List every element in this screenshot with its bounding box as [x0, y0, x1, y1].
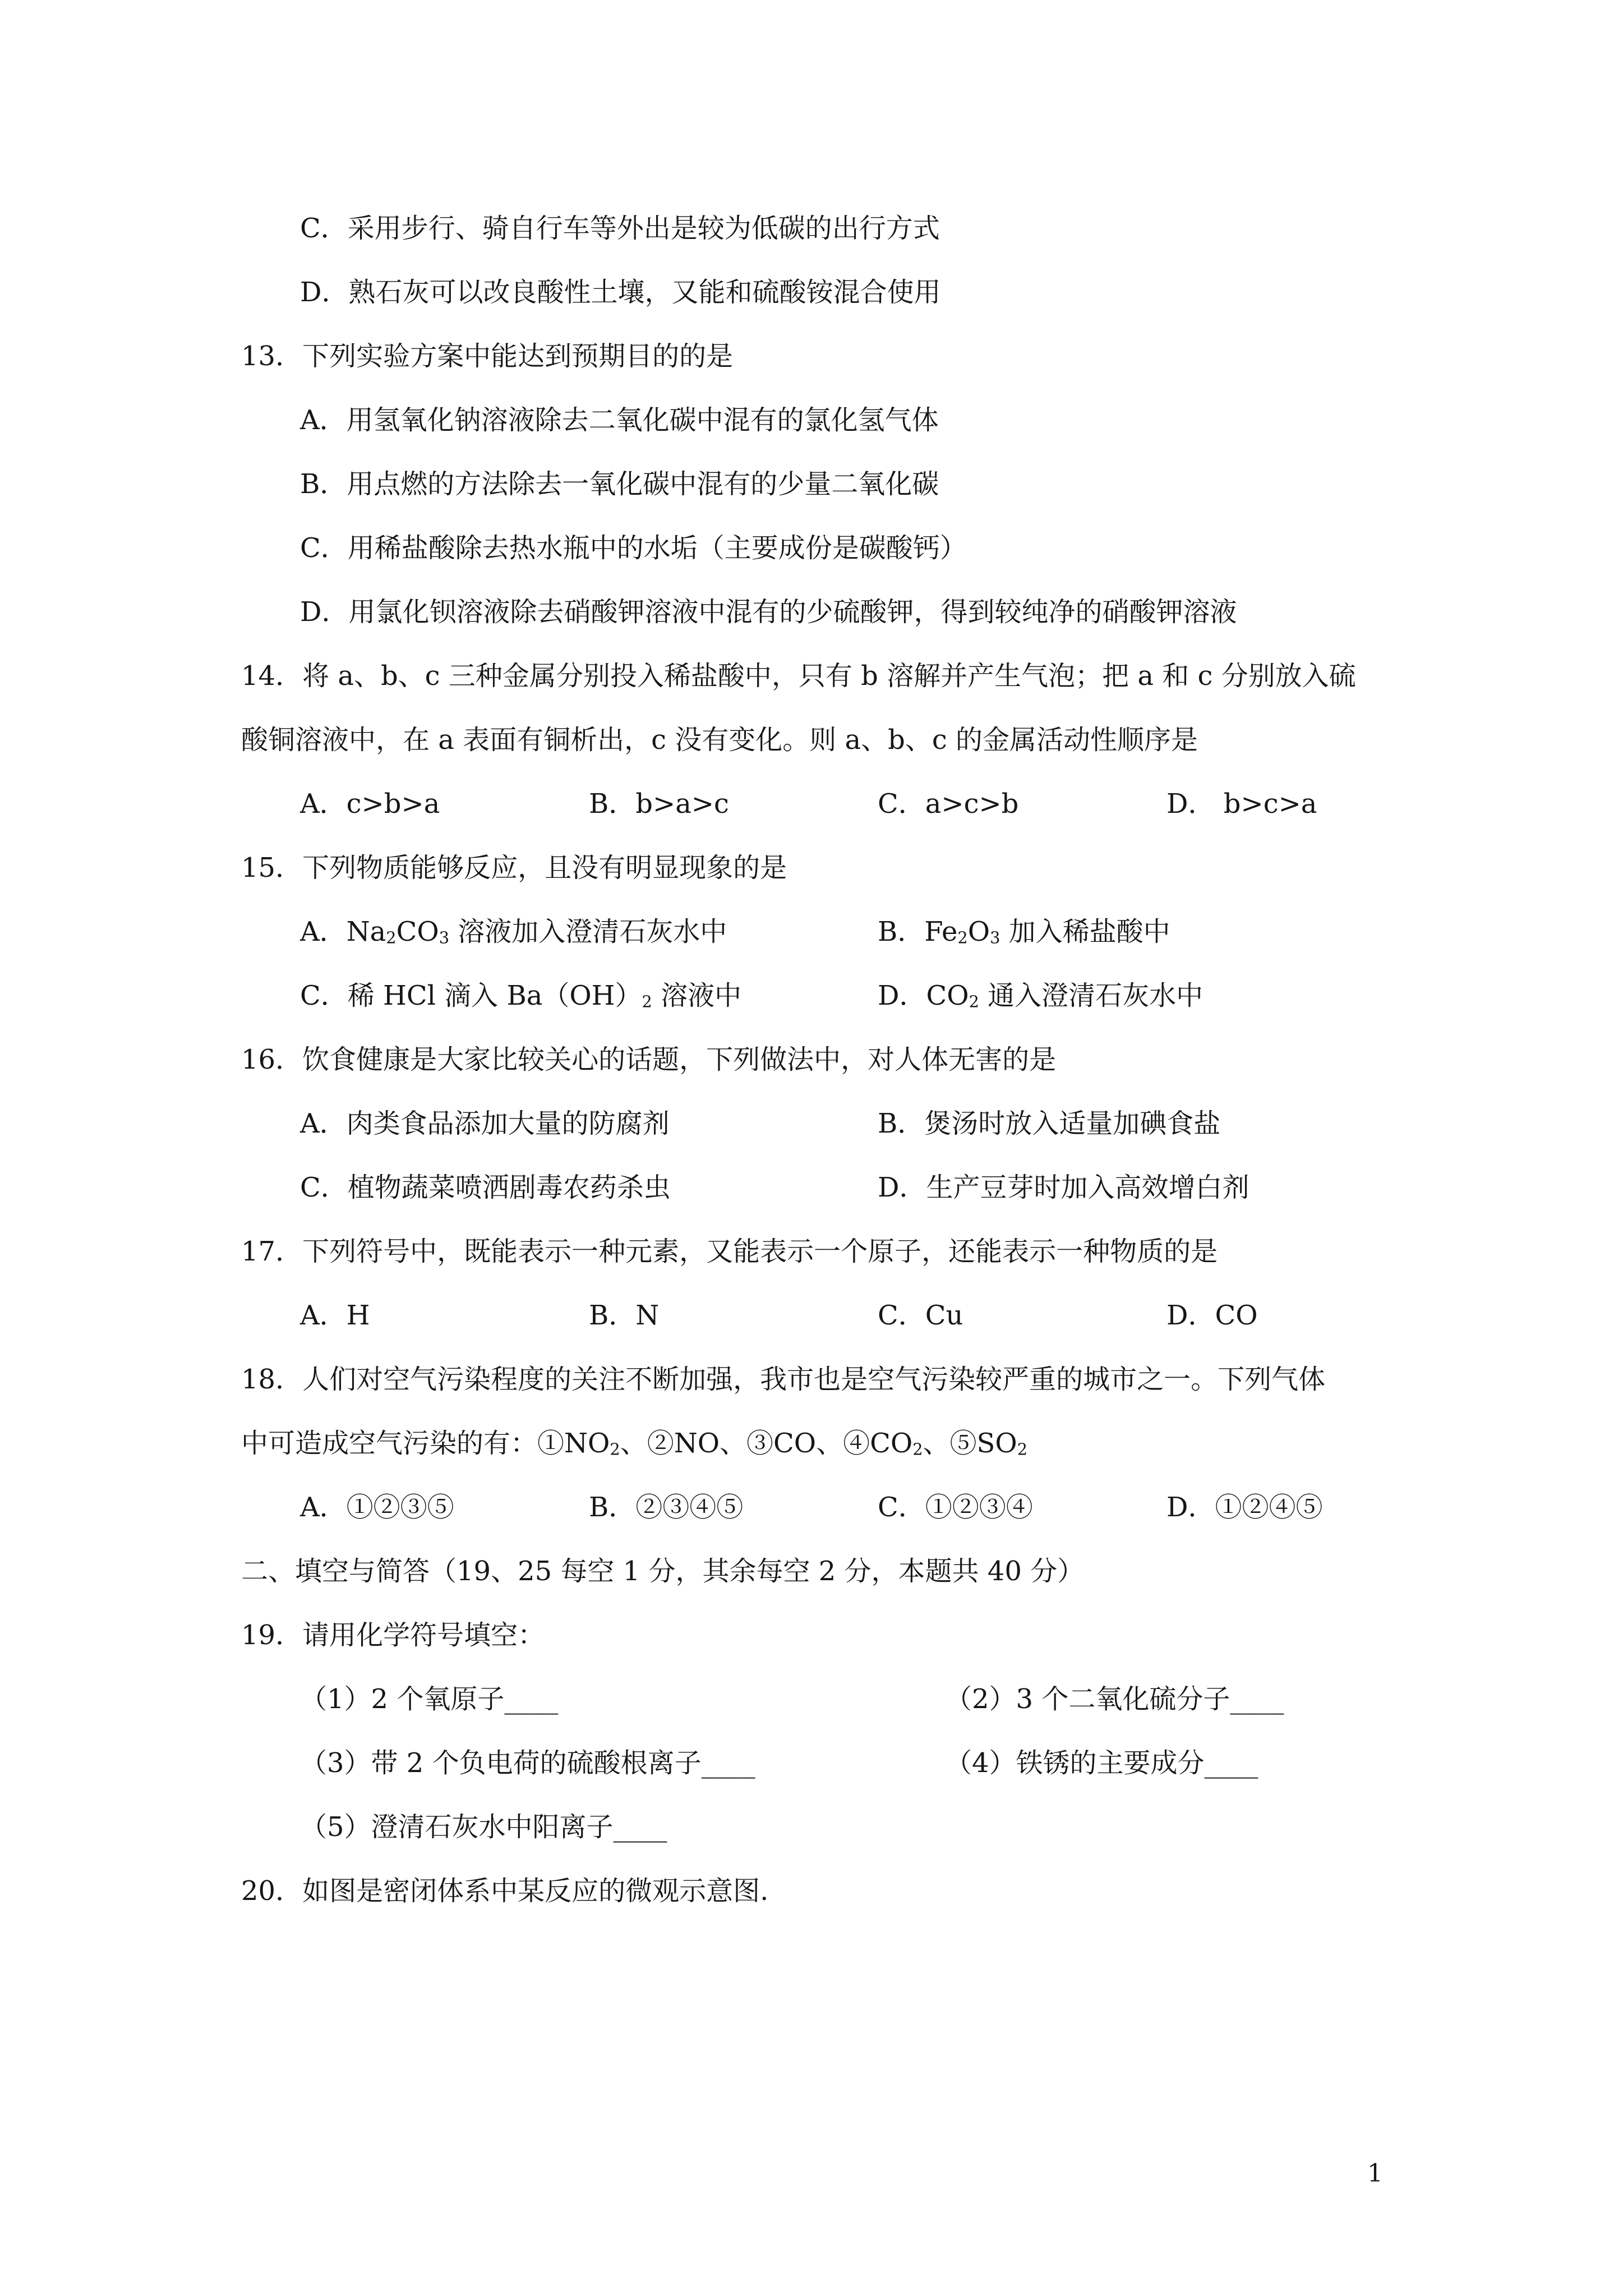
q13-stem: 13．下列实验方案中能达到预期目的的是: [241, 341, 734, 372]
q14-stem-line2: 酸铜溶液中，在 a 表面有铜析出，c 没有变化。则 a、b、c 的金属活动性顺序是: [241, 724, 1198, 756]
q18-option-d: D．①②④⑤: [1166, 1492, 1323, 1523]
q15-option-b: B．Fe2O3 加入稀盐酸中: [878, 916, 1170, 947]
q14-option-a: A．c>b>a: [300, 788, 440, 820]
q20-stem: 20．如图是密闭体系中某反应的微观示意图.: [241, 1875, 769, 1907]
q19-blank-1: （1）2 个氧原子____: [300, 1683, 559, 1715]
page-number: 1: [1367, 2159, 1383, 2188]
q15-option-c: C．稀 HCl 滴入 Ba（OH）2 溶液中: [300, 980, 742, 1011]
q19-blank-3: （3）带 2 个负电荷的硫酸根离子____: [300, 1747, 755, 1779]
q18-option-c: C．①②③④: [878, 1492, 1033, 1523]
q16-stem: 16．饮食健康是大家比较关心的话题，下列做法中，对人体无害的是: [241, 1044, 1057, 1075]
q18-stem-line1: 18．人们对空气污染程度的关注不断加强，我市也是空气污染较严重的城市之一。下列气体: [241, 1364, 1326, 1395]
q12-option-c: C．采用步行、骑自行车等外出是较为低碳的出行方式: [300, 213, 940, 244]
q16-option-b: B．煲汤时放入适量加碘食盐: [878, 1108, 1221, 1139]
q14-option-b: B．b>a>c: [589, 788, 729, 820]
q15-option-d: D．CO2 通入澄清石灰水中: [878, 980, 1204, 1011]
q16-option-d: D．生产豆芽时加入高效增白剂: [878, 1172, 1249, 1203]
q13-option-c: C．用稀盐酸除去热水瓶中的水垢（主要成份是碳酸钙）: [300, 532, 967, 564]
q13-option-b: B．用点燃的方法除去一氧化碳中混有的少量二氧化碳: [300, 468, 939, 500]
q13-option-d: D．用氯化钡溶液除去硝酸钾溶液中混有的少硫酸钾，得到较纯净的硝酸钾溶液: [300, 596, 1237, 628]
q17-option-b: B．N: [589, 1300, 660, 1331]
q17-option-c: C．Cu: [878, 1300, 963, 1331]
q13-option-a: A．用氢氧化钠溶液除去二氧化碳中混有的氯化氢气体: [300, 404, 939, 436]
q18-option-b: B．②③④⑤: [589, 1492, 744, 1523]
q17-option-d: D．CO: [1166, 1300, 1258, 1331]
q14-option-d: D． b>c>a: [1166, 788, 1317, 820]
q14-stem-line1: 14．将 a、b、c 三种金属分别投入稀盐酸中，只有 b 溶解并产生气泡；把 a 和 c 分别放入硫: [241, 660, 1356, 692]
q19-blank-2: （2）3 个二氧化硫分子____: [945, 1683, 1284, 1715]
q19-blank-5: （5）澄清石灰水中阳离子____: [300, 1811, 667, 1843]
q15-option-a: A．Na2CO3 溶液加入澄清石灰水中: [300, 916, 727, 947]
q17-stem: 17．下列符号中，既能表示一种元素，又能表示一个原子，还能表示一种物质的是: [241, 1236, 1218, 1267]
section-heading: 二、填空与简答（19、25 每空 1 分，其余每空 2 分，本题共 40 分）: [241, 1556, 1085, 1587]
q17-option-a: A．H: [300, 1300, 370, 1331]
q16-option-c: C．植物蔬菜喷洒剧毒农药杀虫: [300, 1172, 671, 1203]
q18-option-a: A．①②③⑤: [300, 1492, 454, 1523]
q12-option-d: D．熟石灰可以改良酸性土壤，又能和硫酸铵混合使用: [300, 277, 941, 308]
q18-stem-line2: 中可造成空气污染的有：①NO2、②NO、③CO、④CO2、⑤SO2: [241, 1428, 1028, 1459]
q16-option-a: A．肉类食品添加大量的防腐剂: [300, 1108, 670, 1139]
q14-option-c: C．a>c>b: [878, 788, 1019, 820]
q15-stem: 15．下列物质能够反应，且没有明显现象的是: [241, 852, 787, 884]
q19-stem: 19．请用化学符号填空：: [241, 1619, 545, 1651]
q19-blank-4: （4）铁锈的主要成分____: [945, 1747, 1258, 1779]
